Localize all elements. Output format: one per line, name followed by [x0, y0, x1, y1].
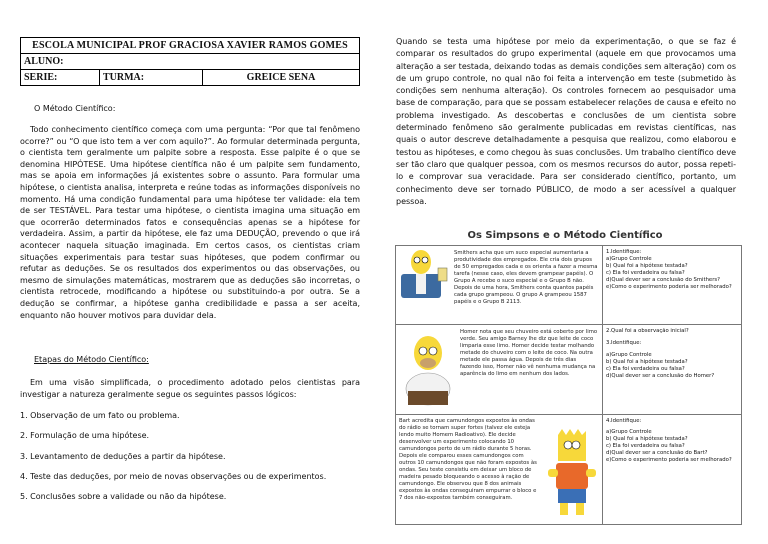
question-item: c) Ela foi verdadeira ou falsa? [606, 366, 685, 372]
story-smithers: Smithers acha que um suco especial aumentaria a produtividade dos empregados. Ele cria dois grupos de 50 empregados cada e os orienta a fazer a mesma tarefa (nesse caso, eles devem grampear papéis). O Grupo A recebe o suco especial e o Grupo B não. Depois de uma hora, Smithers conta quantos papéis cada grupo grampeou. O grupo A grampeou 1587 papéis e o Grupo B 2113. [454, 250, 598, 305]
question-item: b) Qual foi a hipótese testada? [606, 436, 688, 442]
question-item: d)Qual dever ser a conclusão do Homer? [606, 373, 715, 379]
question-item: b) Qual foi a hipótese testada? [606, 359, 688, 365]
question-item: b) Qual foi a hipótese testada? [606, 263, 688, 269]
bart-figure [544, 429, 600, 519]
question-item: d)Qual dever ser a conclusão do Smithers? [606, 277, 720, 283]
step-4: 4. Teste das deduções, por meio de novas observações ou de experimentos. [20, 472, 327, 481]
school-header-table [20, 37, 360, 86]
question-heading: 3.Identifique: [606, 340, 642, 346]
step-5: 5. Conclusões sobre a validade ou não da hipótese. [20, 492, 227, 501]
question-item: a)Grupo Controle [606, 256, 652, 262]
left-heading: O Método Científico: [34, 104, 116, 113]
question-item: a)Grupo Controle [606, 352, 652, 358]
activity-grid [395, 245, 742, 525]
student-label: ALUNO: [21, 54, 360, 70]
question-item: d)Qual dever ser a conclusão do Bart? [606, 450, 708, 456]
question-heading: 2.Qual foi a observação inicial? [606, 328, 689, 334]
question-item: e)Como o experimento poderia ser melhorado? [606, 457, 732, 463]
activity-row-bart [396, 415, 741, 524]
question-item: c) Ela foi verdadeira ou falsa? [606, 443, 685, 449]
step-2: 2. Formulação de uma hipótese. [20, 431, 150, 440]
hypothesis-paragraph: Todo conhecimento científico começa com uma pergunta: “Por que tal fenômeno ocorre?” ou “O que isto tem a ver com aquilo?”. Ao formular determinada pergunta, o cientista tem geralmente um palpite sobre a resposta. Esse palpite é o que se denomina HIPÓTESE. Uma hipótese científica não é um palpite sem fundamento, mas se apoia em informações já existentes sobre o assunto. Para formular uma hipótese, o cientista analisa, interpreta e reúne todas as informações disponíveis no momento. Há uma condição fundamental para uma hipótese ter validade: ela tem de ser TESTÁVEL. Para testar uma hipótese, o cientista imagina uma situação em que ocorrerão determinados fatos e consequências apenas se a hipótese for verdadeira. Assim, a partir da hipótese, ele faz uma DEDUÇÃO, prevendo o que irá acontecer naquela situação imaginada. Em certos casos, os cientistas criam situações experimentais para testar suas hipóteses, que podem confirmar ou refutar as deduções. Se os resultados dos experimentos ou das observações, ou mesmo de simulações matemáticas, mostrarem que as deduções são incorretas, o cientista retrocede, modificando a hipótese ou substituindo-a por outra. Se a dedução se confirmar, a hipótese ganha credibilidade e passa a ser aceita, enquanto não houver motivos para duvidar dela. [20, 125, 360, 320]
grade-label: SERIE: [21, 70, 100, 86]
homer-figure [400, 331, 456, 407]
story-cell [396, 325, 603, 414]
question-item: c) Ela foi verdadeira ou falsa? [606, 270, 685, 276]
questions-cell-2 [603, 325, 741, 414]
class-label: TURMA: [100, 70, 203, 86]
questions-cell-3 [603, 415, 741, 524]
story-cell [396, 246, 603, 324]
questions-cell-1 [603, 246, 741, 324]
question-heading: 4.Identifique: [606, 418, 642, 424]
activity-row-smithers [396, 246, 741, 325]
teacher-name: GREICE SENA [203, 70, 360, 86]
activity-row-homer [396, 325, 741, 415]
activity-title: Os Simpsons e o Método Científico [467, 230, 663, 241]
smithers-figure [398, 248, 454, 300]
question-heading: 1.Identifique: [606, 249, 642, 255]
question-item: e)Como o experimento poderia ser melhorado? [606, 284, 732, 290]
story-bart: Bart acredita que camundongos expostos às ondas do rádio se tornam super fortes (talvez ele esteja lendo muito Homem Radioativo). Ele decide desenvolver um experimento colocando 10 camundongos perto de um rádio durante 5 horas. Depois ele comparou esses camundongos com outros 10 camundongos que não foram expostos às ondas. Seu teste consistiu em deixar um bloco de madeira pesado bloqueando o acesso à ração de camundongo. Ele observou que 8 dos animais expostos às ondas conseguiram empurrar o bloco e 7 dos não-expostos também conseguiram. [399, 418, 537, 501]
step-3: 3. Levantamento de deduções a partir da hipótese. [20, 452, 226, 461]
story-homer: Homer nota que seu chuveiro está coberto por limo verde. Seu amigo Barney lhe diz que leite de coco limparia esse limo. Homer decide testar molhando metade do chuveiro com o leite de coco. Na outra metade ele passa água. Depois de três dias fazendo isso, Homer não vê nenhuma mudança na aparência do limo em nenhum dos lados. [460, 329, 598, 377]
school-name: ESCOLA MUNICIPAL PROF GRACIOSA XAVIER RAMOS GOMES [21, 38, 360, 54]
steps-intro: Em uma visão simplificada, o procedimento adotado pelos cientistas para investigar a natureza geralmente segue os seguintes passos lógicos: [20, 378, 360, 399]
steps-heading: Etapas do Método Científico: [34, 355, 149, 364]
story-cell [396, 415, 603, 524]
step-1: 1. Observação de um fato ou problema. [20, 411, 180, 420]
experimentation-paragraph: Quando se testa uma hipótese por meio da experimentação, o que se faz é comparar os resultados do grupo experimental (aquele em que provocamos uma alteração a ser testada, deixando todas as demais condições sem alteração) com os de um grupo controle, no qual não foi feita a intervenção em teste (submetido às condições sem nenhuma alteração). Os controles fornecem ao pesquisador uma base de comparação, para que se possam estabelecer relações de causa e efeito no problema investigado. As descobertas e conclusões de um cientista sobre determinado fenômeno são geralmente publicadas em revistas científicas, nas quais o autor descreve detalhadamente a pesquisa que realizou, como elaborou e testou as hipóteses, e como chegou às suas conclusões. Um trabalho científico deve ser tão claro que qualquer pessoa, com os mesmos recursos do autor, possa repeti-lo e comprovar sua veracidade. Para ser considerado científico, portanto, um conhecimento deve ser tornado PÚBLICO, de modo a ser acessível a qualquer pessoa. [396, 37, 736, 206]
question-item: a)Grupo Controle [606, 429, 652, 435]
